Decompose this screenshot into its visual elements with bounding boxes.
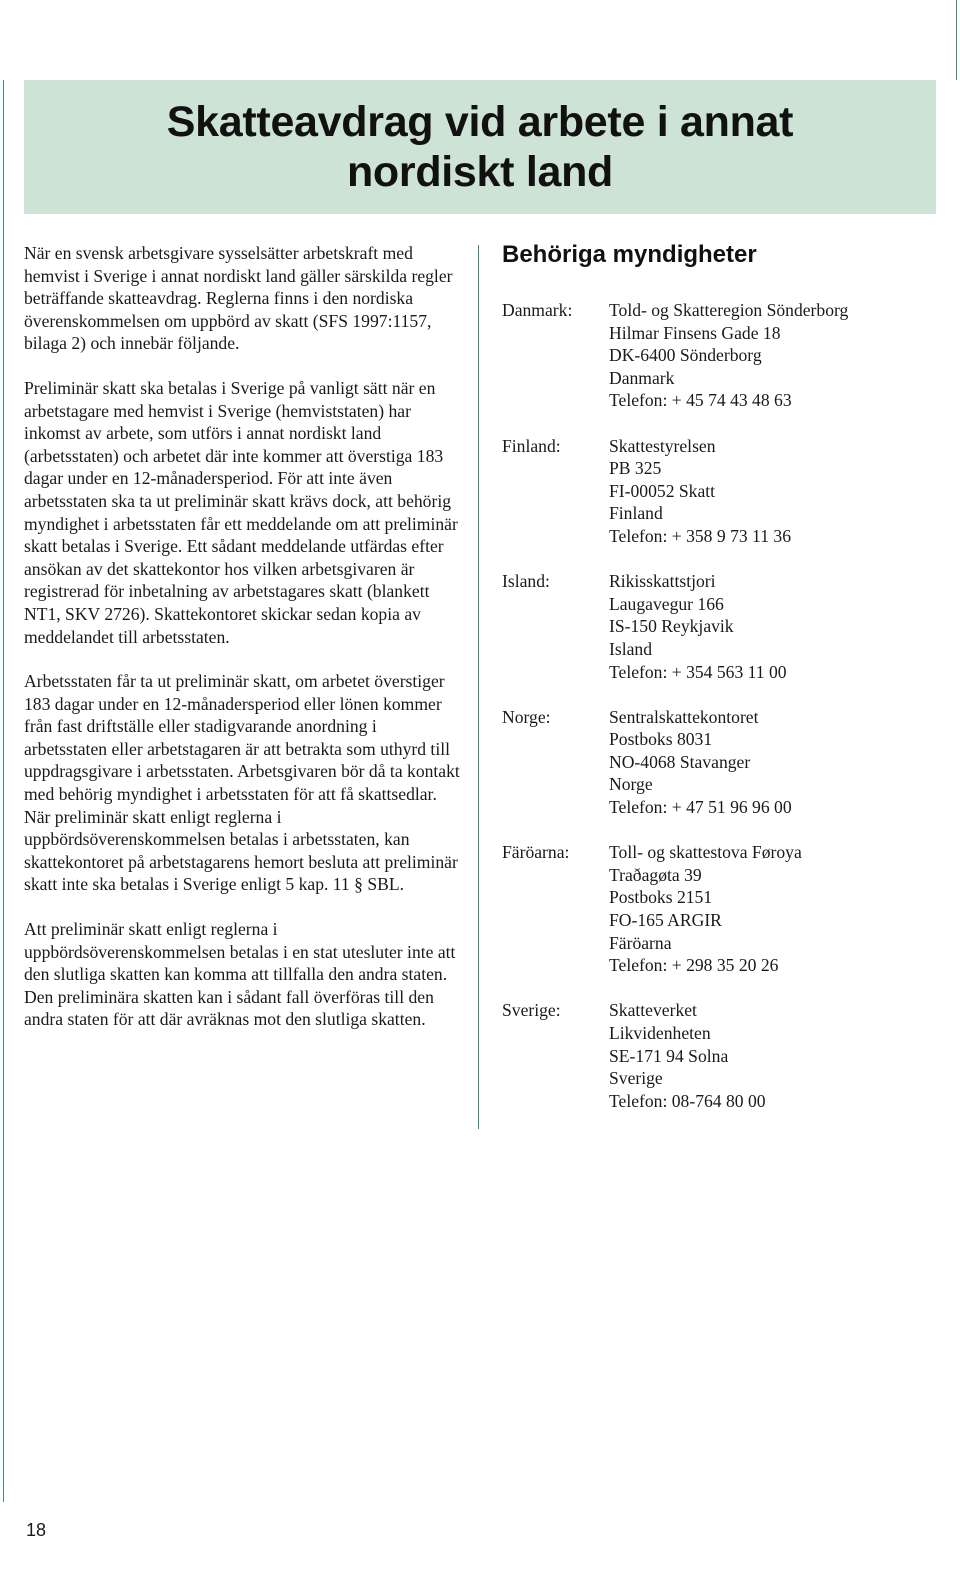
address-line: Telefon: + 354 563 11 00 — [609, 661, 787, 682]
address-line: Färöarna — [609, 932, 672, 953]
authority-entry — [502, 999, 932, 1112]
address-line: Finland — [609, 503, 663, 524]
address-line: Sverige — [609, 1068, 663, 1089]
body-paragraph: Att preliminär skatt enligt reglerna i uppbördsöverenskommelsen betalas i en stat utesluter inte att den slutliga skatten kan komma att tillfalla den andra staten. Den preliminära skatten kan i sådant fall överföras till den andra staten för att där avräknas mot den slutliga skatten. — [24, 919, 456, 1030]
address-line: Telefon: + 47 51 96 96 00 — [609, 797, 792, 818]
body-paragraph: När en svensk arbetsgivare sysselsätter arbetskraft med hemvist i Sverige i annat nordiskt land gäller särskilda regler beträffande skatteavdrag. Reglerna finns i den nordiska överenskommelsen om uppbörd av skatt (SFS 1997:1157, bilaga 2) och innebär följande. — [24, 243, 453, 354]
authority-entry — [502, 841, 932, 977]
address-line: Traðagøta 39 — [609, 864, 702, 885]
address-line: Postboks 2151 — [609, 887, 713, 908]
authority-country: Island: — [502, 571, 550, 592]
address-line: Island — [609, 638, 652, 659]
authority-address — [609, 570, 932, 683]
authority-address — [609, 435, 932, 548]
address-line: Sentralskattekontoret — [609, 706, 759, 727]
column-divider — [478, 245, 479, 1129]
address-line: Postboks 8031 — [609, 729, 713, 750]
address-line: Telefon: 08-764 80 00 — [609, 1090, 766, 1111]
authority-address — [609, 841, 932, 977]
authority-address — [609, 999, 932, 1112]
page-title: Skatteavdrag vid arbete i annat nordiskt land — [166, 98, 794, 196]
authority-entry — [502, 570, 932, 683]
address-line: PB 325 — [609, 458, 662, 479]
address-line: Danmark — [609, 367, 675, 388]
page-number: 18 — [26, 1520, 47, 1540]
address-line: FO-165 ARGIR — [609, 910, 722, 931]
body-paragraph: Preliminär skatt ska betalas i Sverige på vanligt sätt när en arbetstagare med hemvist i Sverige (hemviststaten) har inkomst av arbete, som utförs i annat nordiskt land (arbetsstaten) och arbetet där inte kommer att överstiga 183 dagar under en 12-månadersperiod. För att inte även arbetsstaten ska ta ut preliminär skatt krävs dock, att behörig myndighet i arbetsstaten får ett meddelande om att preliminär skatt betalas i Sverige. Ett sådant meddelande utfärdas efter ansökan av det skattekontor hos vilken arbetsgivaren är registrerad för inbetalning av arbetstagares skatt (blankett NT1, SKV 2726). Skattekontoret skickar sedan kopia av meddelandet till arbetsstaten. — [24, 377, 458, 647]
authorities-column — [502, 240, 932, 1135]
address-line: Told- og Skatteregion Sönderborg — [609, 300, 849, 320]
authority-country: Norge: — [502, 706, 551, 727]
address-line: Skattestyrelsen — [609, 435, 716, 456]
authority-entry — [502, 435, 932, 548]
address-line: Likvidenheten — [609, 1023, 711, 1043]
authority-address — [609, 299, 932, 412]
address-line: Telefon: + 45 74 43 48 63 — [609, 390, 792, 411]
address-line: Norge — [609, 774, 653, 795]
address-line: Hilmar Finsens Gade 18 — [609, 322, 781, 343]
authority-address — [609, 706, 932, 819]
left-edge-rule — [3, 80, 4, 1502]
authority-entry — [502, 299, 932, 412]
body-column — [24, 242, 464, 1053]
authority-country: Färöarna: — [502, 842, 570, 863]
address-line: NO-4068 Stavanger — [609, 751, 751, 772]
address-line: Skatteverket — [609, 1000, 697, 1021]
address-line: FI-00052 Skatt — [609, 480, 716, 501]
address-line: IS-150 Reykjavik — [609, 616, 734, 637]
authority-country: Finland: — [502, 435, 561, 456]
address-line: DK-6400 Sönderborg — [609, 345, 762, 366]
authorities-heading: Behöriga myndigheter — [502, 241, 757, 268]
body-paragraph: Arbetsstaten får ta ut preliminär skatt, om arbetet överstiger 183 dagar under en 12-månadersperiod eller lönen kommer från fast driftställe eller stadigvarande anordning i arbetsstaten eller arbetstagaren är att betrakta som uthyrd till uppdragsgivare i arbetsstaten. Arbetsgivaren bör då ta kontakt med behörig myndighet i arbetsstaten för att få skattsedlar. När preliminär skatt enligt reglerna i uppbördsöverenskommelsen betalas i arbetsstaten, kan skattekontoret på arbetstagarens hemort besluta att preliminär skatt inte ska betalas i Sverige enligt 5 kap. 11 § SBL. — [24, 671, 460, 895]
authority-country: Sverige: — [502, 1000, 561, 1021]
address-line: Rikisskattstjori — [609, 571, 716, 592]
title-band — [24, 80, 936, 214]
address-line: SE-171 94 Solna — [609, 1045, 729, 1066]
authority-list — [502, 299, 932, 1112]
address-line: Telefon: + 358 9 73 11 36 — [609, 525, 791, 546]
address-line: Toll- og skattestova Føroya — [609, 842, 802, 863]
address-line: Telefon: + 298 35 20 26 — [609, 955, 779, 976]
authority-entry — [502, 706, 932, 819]
address-line: Laugavegur 166 — [609, 593, 724, 614]
authority-country: Danmark: — [502, 300, 573, 320]
right-edge-rule — [956, 0, 957, 80]
